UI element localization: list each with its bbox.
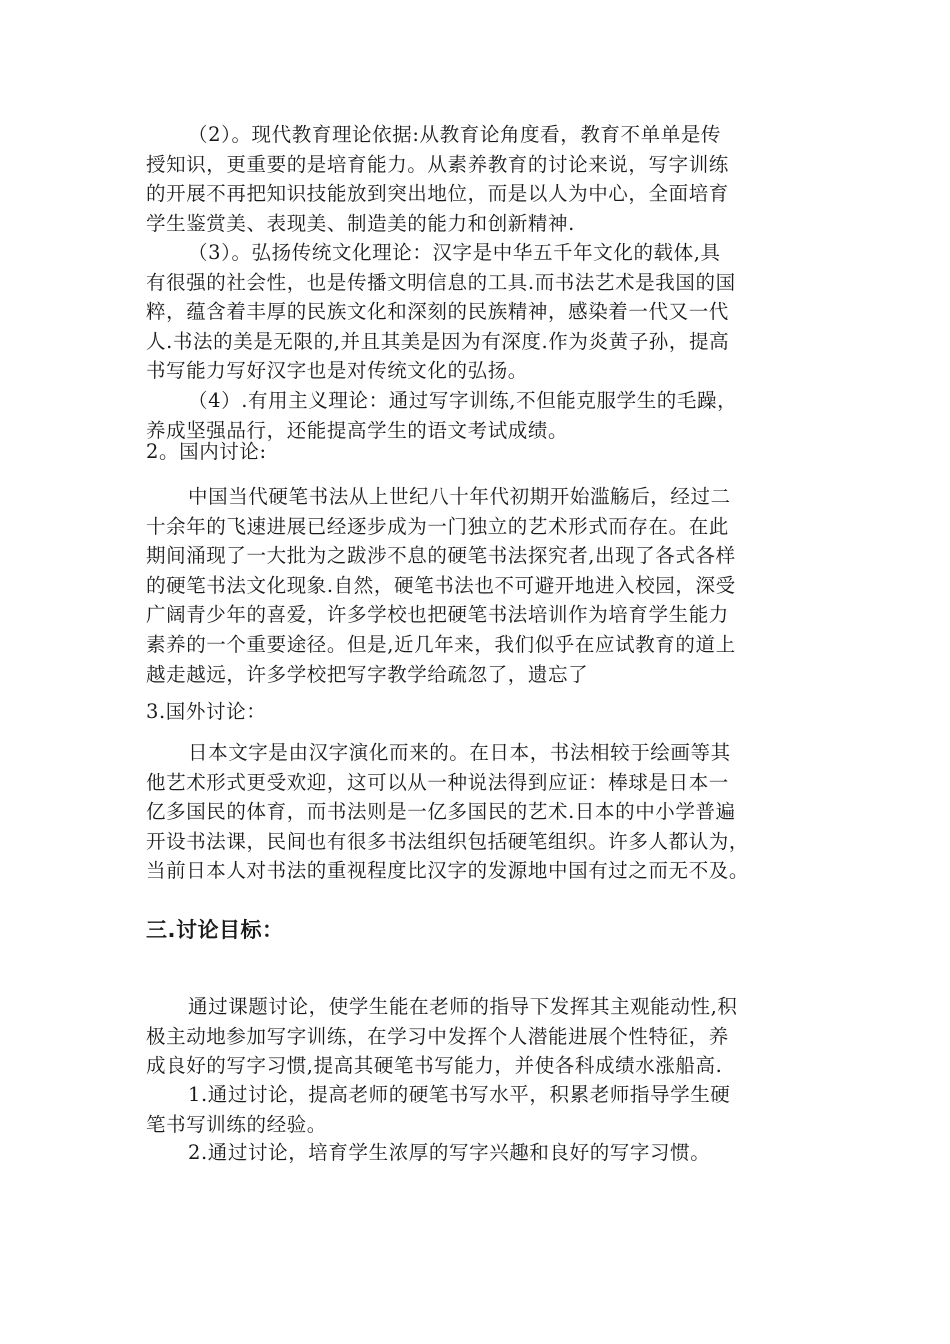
text-line: 广阔青少年的喜爱，许多学校也把硬笔书法培训作为培育学生能力 bbox=[146, 603, 729, 627]
text-line: 日本文字是由汉字演化而来的。在日本，书法相较于绘画等其 bbox=[188, 741, 731, 764]
text-line: 有很强的社会性，也是传播文明信息的工具.而书法艺术是我国的国 bbox=[146, 270, 736, 294]
text-line: 2.通过讨论，培育学生浓厚的写字兴趣和良好的写字习惯。 bbox=[188, 1141, 711, 1164]
text-line: 授知识，更重要的是培育能力。从素养教育的讨论来说，写字训练 bbox=[146, 152, 729, 176]
section-title-domestic: 2。国内讨论: bbox=[146, 440, 267, 463]
paragraph-theory-2 bbox=[146, 120, 810, 238]
text-line: 十余年的飞速进展已经逐步成为一门独立的艺术形式而存在。在此 bbox=[146, 514, 729, 538]
text-line: （3）。弘扬传统文化理论：汉字是中华五千年文化的载体,具 bbox=[188, 241, 721, 264]
text-line: 1.通过讨论，提高老师的硬笔书写水平，积累老师指导学生硬 bbox=[188, 1083, 731, 1106]
text-line: 期间涌现了一大批为之跋涉不息的硬笔书法探究者,出现了各式各样 bbox=[146, 544, 736, 568]
text-line: 亿多国民的体育，而书法则是一亿多国民的艺术.日本的中小学普遍 bbox=[146, 800, 736, 824]
text-line: 通过课题讨论，使学生能在老师的指导下发挥其主观能动性,积 bbox=[188, 995, 738, 1018]
goal-item-1 bbox=[146, 1080, 810, 1139]
text-line: 的开展不再把知识技能放到突出地位，而是以人为中心，全面培育 bbox=[146, 182, 729, 206]
text-line: 养成坚强品行，还能提高学生的语文考试成绩。 bbox=[146, 418, 569, 442]
text-line: 素养的一个重要途径。但是,近几年来，我们似乎在应试教育的道上 bbox=[146, 632, 736, 656]
section-title-foreign: 3.国外讨论： bbox=[146, 700, 267, 723]
text-line: 中国当代硬笔书法从上世纪八十年代初期开始滥觞后，经过二 bbox=[188, 485, 731, 508]
paragraph-domestic bbox=[146, 482, 810, 689]
paragraph-foreign bbox=[146, 738, 810, 886]
text-line: 学生鉴赏美、表现美、制造美的能力和创新精神. bbox=[146, 211, 575, 235]
text-line: 粹，蕴含着丰厚的民族文化和深刻的民族精神，感染着一代又一代 bbox=[146, 300, 729, 324]
text-line: （2）。现代教育理论依据:从教育论角度看，教育不单单是传 bbox=[188, 123, 722, 146]
text-line: 极主动地参加写字训练，在学习中发挥个人潜能进展个性特征，养 bbox=[146, 1024, 729, 1048]
text-line: 人.书法的美是无限的,并且其美是因为有深度.作为炎黄子孙，提高 bbox=[146, 329, 730, 353]
goal-item-2 bbox=[146, 1138, 810, 1168]
text-line: 成良好的写字习惯,提高其硬笔书写能力，并使各科成绩水涨船高. bbox=[146, 1054, 723, 1078]
text-line: 开设书法课，民间也有很多书法组织包括硬笔组织。许多人都认为， bbox=[146, 829, 750, 853]
text-line: （4）.有用主义理论：通过写字训练,不但能克服学生的毛躁， bbox=[188, 389, 738, 412]
text-line: 书写能力写好汉字也是对传统文化的弘扬。 bbox=[146, 359, 528, 383]
text-line: 当前日本人对书法的重视程度比汉字的发源地中国有过之而无不及。 bbox=[146, 859, 750, 883]
paragraph-theory-3 bbox=[146, 238, 810, 386]
paragraph-theory-4 bbox=[146, 386, 810, 445]
text-line: 他艺术形式更受欢迎，这可以从一种说法得到应证：棒球是日本一 bbox=[146, 770, 729, 794]
text-line: 笔书写训练的经验。 bbox=[146, 1112, 327, 1136]
section-heading-goals: 三.讨论目标： bbox=[146, 918, 284, 942]
text-line: 的硬笔书法文化现象.自然，硬笔书法也不可避开地进入校园，深受 bbox=[146, 573, 736, 597]
text-line: 越走越远，许多学校把写字教学给疏忽了，遗忘了 bbox=[146, 662, 589, 686]
paragraph-goals-intro bbox=[146, 992, 810, 1081]
